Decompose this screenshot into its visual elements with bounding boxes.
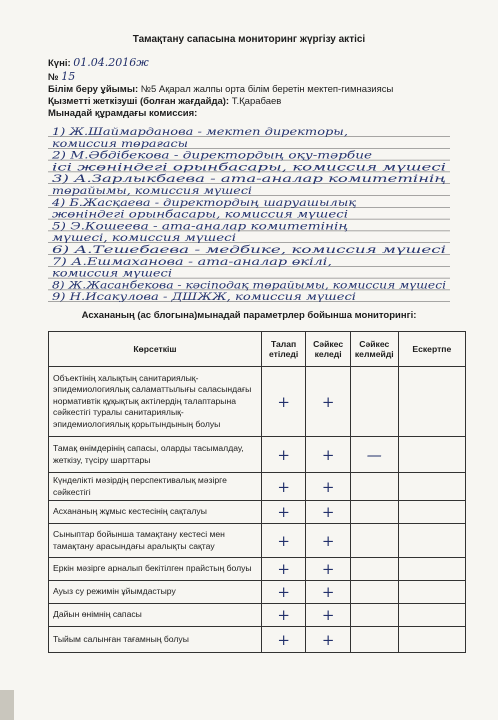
- commission-member: 9) Н.Исакулова - ДШЖЖ, комиссия мүшесі: [52, 292, 356, 302]
- header-match: Сәйкес келеді: [306, 332, 351, 367]
- table-row: [49, 581, 466, 604]
- required-cell: +: [261, 627, 305, 653]
- header-note: Ескертпе: [398, 332, 465, 367]
- commission-member: 3) А.Зарлыкбаева - ата-аналар комитетінің: [52, 174, 446, 186]
- table-row: [49, 524, 466, 558]
- indicator-cell: Сыныптар бойынша тамақтану кестесі мен тамақтану арасындағы аралықты сақтау: [49, 524, 262, 558]
- required-cell: +: [261, 367, 305, 437]
- indicator-cell: Асхананың жұмыс кестесінің сақталуы: [49, 501, 262, 524]
- indicator-cell: Тыйым салынған тағамның болуы: [49, 627, 262, 653]
- note-cell: [398, 524, 465, 558]
- number-line: [48, 70, 75, 83]
- required-cell: +: [261, 604, 305, 627]
- commission-member: жөніндегі орынбасары, комиссия мүшесі: [52, 209, 348, 221]
- commission-member: комиссия төрағасы: [52, 138, 188, 150]
- indicator-cell: Тамақ өнімдерінің сапасы, оларды тасымалдау, жеткізу, түсіру шарттары: [49, 437, 262, 473]
- note-cell: [398, 627, 465, 653]
- required-cell: +: [261, 437, 305, 473]
- match-cell: +: [306, 627, 351, 653]
- indicator-cell: Дайын өнімнің сапасы: [49, 604, 262, 627]
- note-cell: [398, 437, 465, 473]
- date-line: [48, 56, 149, 69]
- commission-member: комиссия мүшесі: [52, 268, 172, 280]
- header-required: Талап етіледі: [261, 332, 305, 367]
- note-cell: [398, 367, 465, 437]
- commission-lines: [48, 124, 450, 302]
- note-cell: [398, 604, 465, 627]
- table-row: [49, 367, 466, 437]
- supplier-label: Қызметті жеткізуші (болған жағдайда):: [48, 96, 230, 107]
- section-title: Асхананың (ас блогына)мынадай параметрлер бойынша мониторингі:: [81, 310, 417, 321]
- org-label: Білім беру ұйымы:: [48, 84, 139, 95]
- mismatch-cell: [350, 604, 398, 627]
- supplier-value: Т.Қарабаев: [231, 96, 282, 107]
- mismatch-cell: [350, 501, 398, 524]
- indicator-cell: Еркін мәзірге арналып бекітілген прайстың болуы: [49, 558, 262, 581]
- match-cell: +: [306, 558, 351, 581]
- required-cell: +: [261, 501, 305, 524]
- note-cell: [398, 473, 465, 501]
- commission-member: 8) Ж.Жасанбекова - кәсіподақ төрайымы, комиссия мүшесі: [52, 280, 447, 292]
- table-row: [49, 627, 466, 653]
- table-row: [49, 501, 466, 524]
- table-header-row: [49, 332, 466, 367]
- note-cell: [398, 581, 465, 604]
- commission-member: төрайымы, комиссия мүшесі: [52, 186, 252, 197]
- mismatch-cell: [350, 627, 398, 653]
- table-row: [49, 558, 466, 581]
- supplier-line: [48, 96, 281, 107]
- org-value: №5 Ақарал жалпы орта білім беретін мектеп-гимназиясы: [140, 84, 394, 95]
- table-row: [49, 437, 466, 473]
- table-row: [49, 473, 466, 501]
- indicator-cell: Объектінің халықтың санитариялық-эпидемиологиялық саламаттылығы саласындағы нормативтік құқықтық актілердің талаптарына сәйкестігі туралы санитариялық-эпидемиологиялық қорытындының болуы: [49, 367, 262, 437]
- match-cell: +: [306, 524, 351, 558]
- note-cell: [398, 558, 465, 581]
- commission-member: 1) Ж.Шаймарданова - мектеп директоры,: [52, 127, 348, 138]
- commission-list: [48, 124, 450, 302]
- header-mismatch: Сәйкес келмейді: [350, 332, 398, 367]
- match-cell: +: [306, 367, 351, 437]
- required-cell: +: [261, 581, 305, 604]
- match-cell: +: [306, 437, 351, 473]
- required-cell: +: [261, 524, 305, 558]
- commission-member: 7) А.Ешмаханова - ата-аналар өкілі,: [52, 256, 332, 268]
- mismatch-cell: [350, 581, 398, 604]
- mismatch-cell: [350, 524, 398, 558]
- date-value: 01.04.2016ж: [73, 56, 149, 69]
- indicator-cell: Күнделікті мәзірдің перспективалық мәзірге сәйкестігі: [49, 473, 262, 501]
- scan-edge-mark: [0, 690, 14, 720]
- org-line: [48, 84, 393, 95]
- note-cell: [398, 501, 465, 524]
- mismatch-cell: [350, 473, 398, 501]
- number-label: №: [48, 72, 59, 83]
- match-cell: +: [306, 604, 351, 627]
- commission-member: ісі жөніндегі орынбасары, комиссия мүшесі: [52, 162, 446, 174]
- monitoring-table: [48, 331, 466, 653]
- match-cell: +: [306, 501, 351, 524]
- header-indicator: Көрсеткіш: [49, 332, 262, 367]
- match-cell: +: [306, 473, 351, 501]
- commission-member: мүшесі, комиссия мүшесі: [52, 233, 236, 245]
- mismatch-cell: [350, 367, 398, 437]
- commission-member: 4) Б.Жасқаева - директордың шаруашылық: [50, 197, 356, 209]
- commission-member: 2) М.Әбдібекова - директордың оқу-тәрбие: [50, 150, 373, 162]
- required-cell: +: [261, 473, 305, 501]
- commission-label-line: [48, 108, 197, 119]
- commission-member: 5) Э.Кошеева - ата-аналар комитетінің: [52, 221, 348, 233]
- required-cell: +: [261, 558, 305, 581]
- mismatch-cell: [350, 558, 398, 581]
- match-cell: +: [306, 581, 351, 604]
- commission-label: Мынадай құрамдағы комиссия:: [48, 108, 198, 119]
- number-value: 15: [61, 70, 76, 83]
- mismatch-cell: —: [350, 437, 398, 473]
- date-label: Күні:: [48, 58, 71, 69]
- table-row: [49, 604, 466, 627]
- indicator-cell: Ауыз су режимін ұйымдастыру: [49, 581, 262, 604]
- commission-member: 6) А.Тешебаева - медбике, комиссия мүшесі: [52, 245, 446, 256]
- document-title: Тамақтану сапасына мониторинг жүргізу актісі: [132, 34, 366, 45]
